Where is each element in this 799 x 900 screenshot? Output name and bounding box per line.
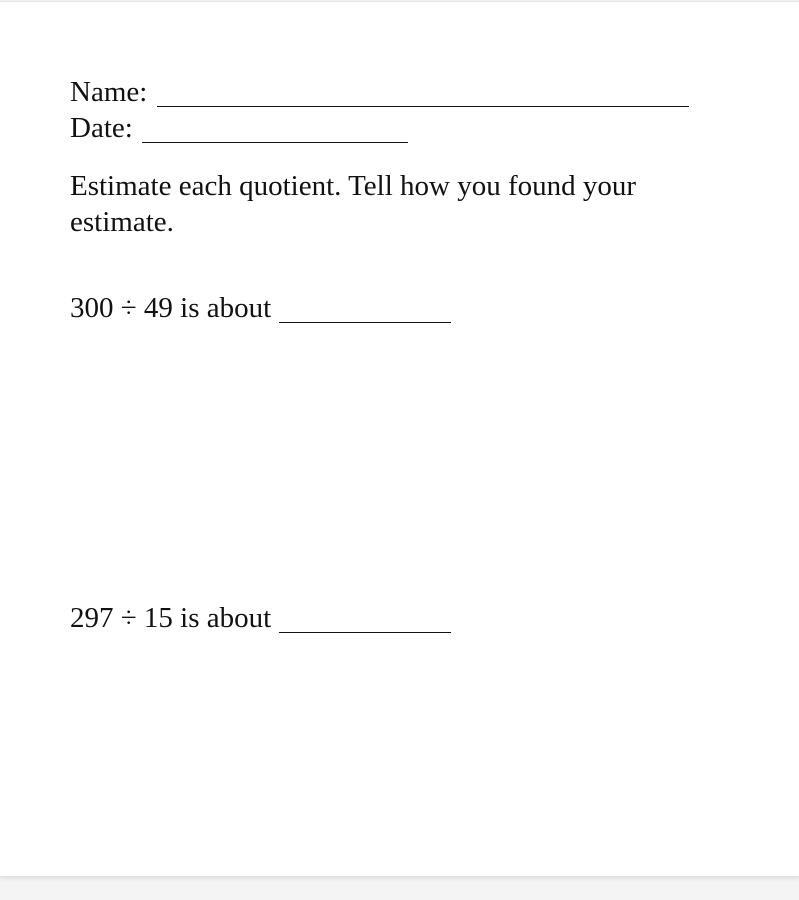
problem-1-expression: 300 ÷ 49 is about — [70, 292, 272, 324]
problem-2 — [70, 600, 451, 636]
name-label: Name: — [70, 76, 148, 108]
date-label: Date: — [70, 112, 133, 144]
instructions: Estimate each quotient. Tell how you found your estimate. — [70, 170, 637, 238]
date-row — [70, 110, 408, 146]
name-blank[interactable] — [157, 106, 689, 107]
problem-1 — [70, 290, 451, 326]
date-blank[interactable] — [142, 142, 408, 143]
name-row — [70, 74, 689, 110]
worksheet-page — [0, 1, 799, 877]
problem-2-answer-blank[interactable] — [279, 632, 451, 633]
problem-1-answer-blank[interactable] — [279, 322, 451, 323]
problem-2-expression: 297 ÷ 15 is about — [70, 602, 272, 634]
